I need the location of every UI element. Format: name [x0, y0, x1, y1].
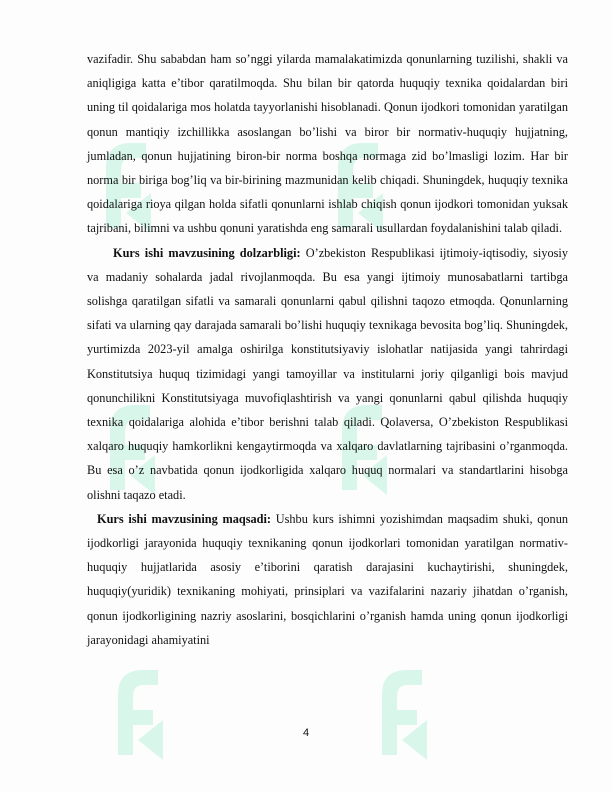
paragraph-intro-text: vazifadir. Shu sababdan ham so’nggi yilarda mamalakatimizda qonunlarning tuzilishi, shakli va aniqligiga katta e’tibor qaratilmoqda. Shu bilan bir qatorda huquqiy texnika qoidalardan biri uning til qoidalariga mos holatda tayyorlanishi hisoblanadi. Qonun ijodkori tomonidan yaratilgan qonun mantiqiy izchillikka asoslangan bo’lishi va biror bir normativ-huquqiy hujjatning, jumladan, qonun hujjatining biron-bir norma boshqa normaga zid bo’lmasligi lozim. Har bir norma bir biriga bog’liq va bir-birining mazmunidan kelib chiqadi. Shuningdek, huquqiy texnika qoidalariga rioya qilgan holda sifatli qonunlarni ishlab chiqish qonun ijodkori tomonidan yuksak tajribani, bilimni va ushbu qonuni yaratishda eng samarali usullardan foydalanishini talab qiladi.: [87, 52, 568, 236]
paragraph-intro: [87, 47, 568, 241]
paragraph-purpose: [87, 507, 568, 652]
purpose-heading: Kurs ishi mavzusining maqsadi:: [97, 511, 272, 526]
purpose-text: Ushbu kurs ishimni yozishimdan maqsadim shuki, qonun ijodkorligi jarayonida huquqiy texnikaning qonun ijodkorlari tomonidan yaratilgan normativ-huquqiy hujjatlarida asosiy e’tiborini qaratish darajasini kuchaytirishi, shuningdek, huquqiy(yuridik) texnikaning mohiyati, prinsiplari va vazifalarini nazariy jihatdan o’rganish, qonun ijodkorligining nazriy asoslarini, bosqichlarini o’rganish hamda uning qonun ijodkorligi jarayonidagi ahamiyatini: [87, 511, 569, 647]
watermark-logo-icon: [108, 665, 168, 765]
watermark-logo-icon: [372, 665, 432, 765]
body-text: [87, 47, 568, 652]
paragraph-relevance: [87, 241, 568, 507]
relevance-heading: Kurs ishi mavzusining dolzarbligi:: [113, 245, 301, 260]
page-number: 4: [302, 727, 310, 739]
relevance-text: O’zbekiston Respublikasi ijtimoiy-iqtisodiy, siyosiy va madaniy sohalarda jadal rivojlanmoqda. Bu esa yangi ijtimoiy munosabatlarni tartibga solishga qaratilgan sifatli va samarali qonunlarni qabul qilishni taqozo etmoqda. Qonunlarning sifati va ularning qay darajada samarali bo’lishi huquqiy texnikaga bevosita bog’liq. Shuningdek, yurtimizda 2023-yil amalga oshirilga konstitutsiyaviy islohatlar natijasida yangi tahrirdagi Konstitutsiya huquq tizimidagi yangi tamoyillar va institularni joriy qilganligi bois mavjud qonunchilikni Konstitutsiyaga muvofiqlashtirish va yangi qonunlarni qabul qilishda huquqiy texnika qoidalariga alohida e’tibor berishni talab qiladi. Qolaversa, O’zbekiston Respublikasi xalqaro huquqiy hamkorlikni kengaytirmoqda va xalqaro davlatlarning tajribasini o’rganmoqda. Bu esa o’z navbatida qonun ijodkorligida xalqaro huquq normalari va standartlarini hisobga olishni taqazo etadi.: [87, 245, 568, 502]
